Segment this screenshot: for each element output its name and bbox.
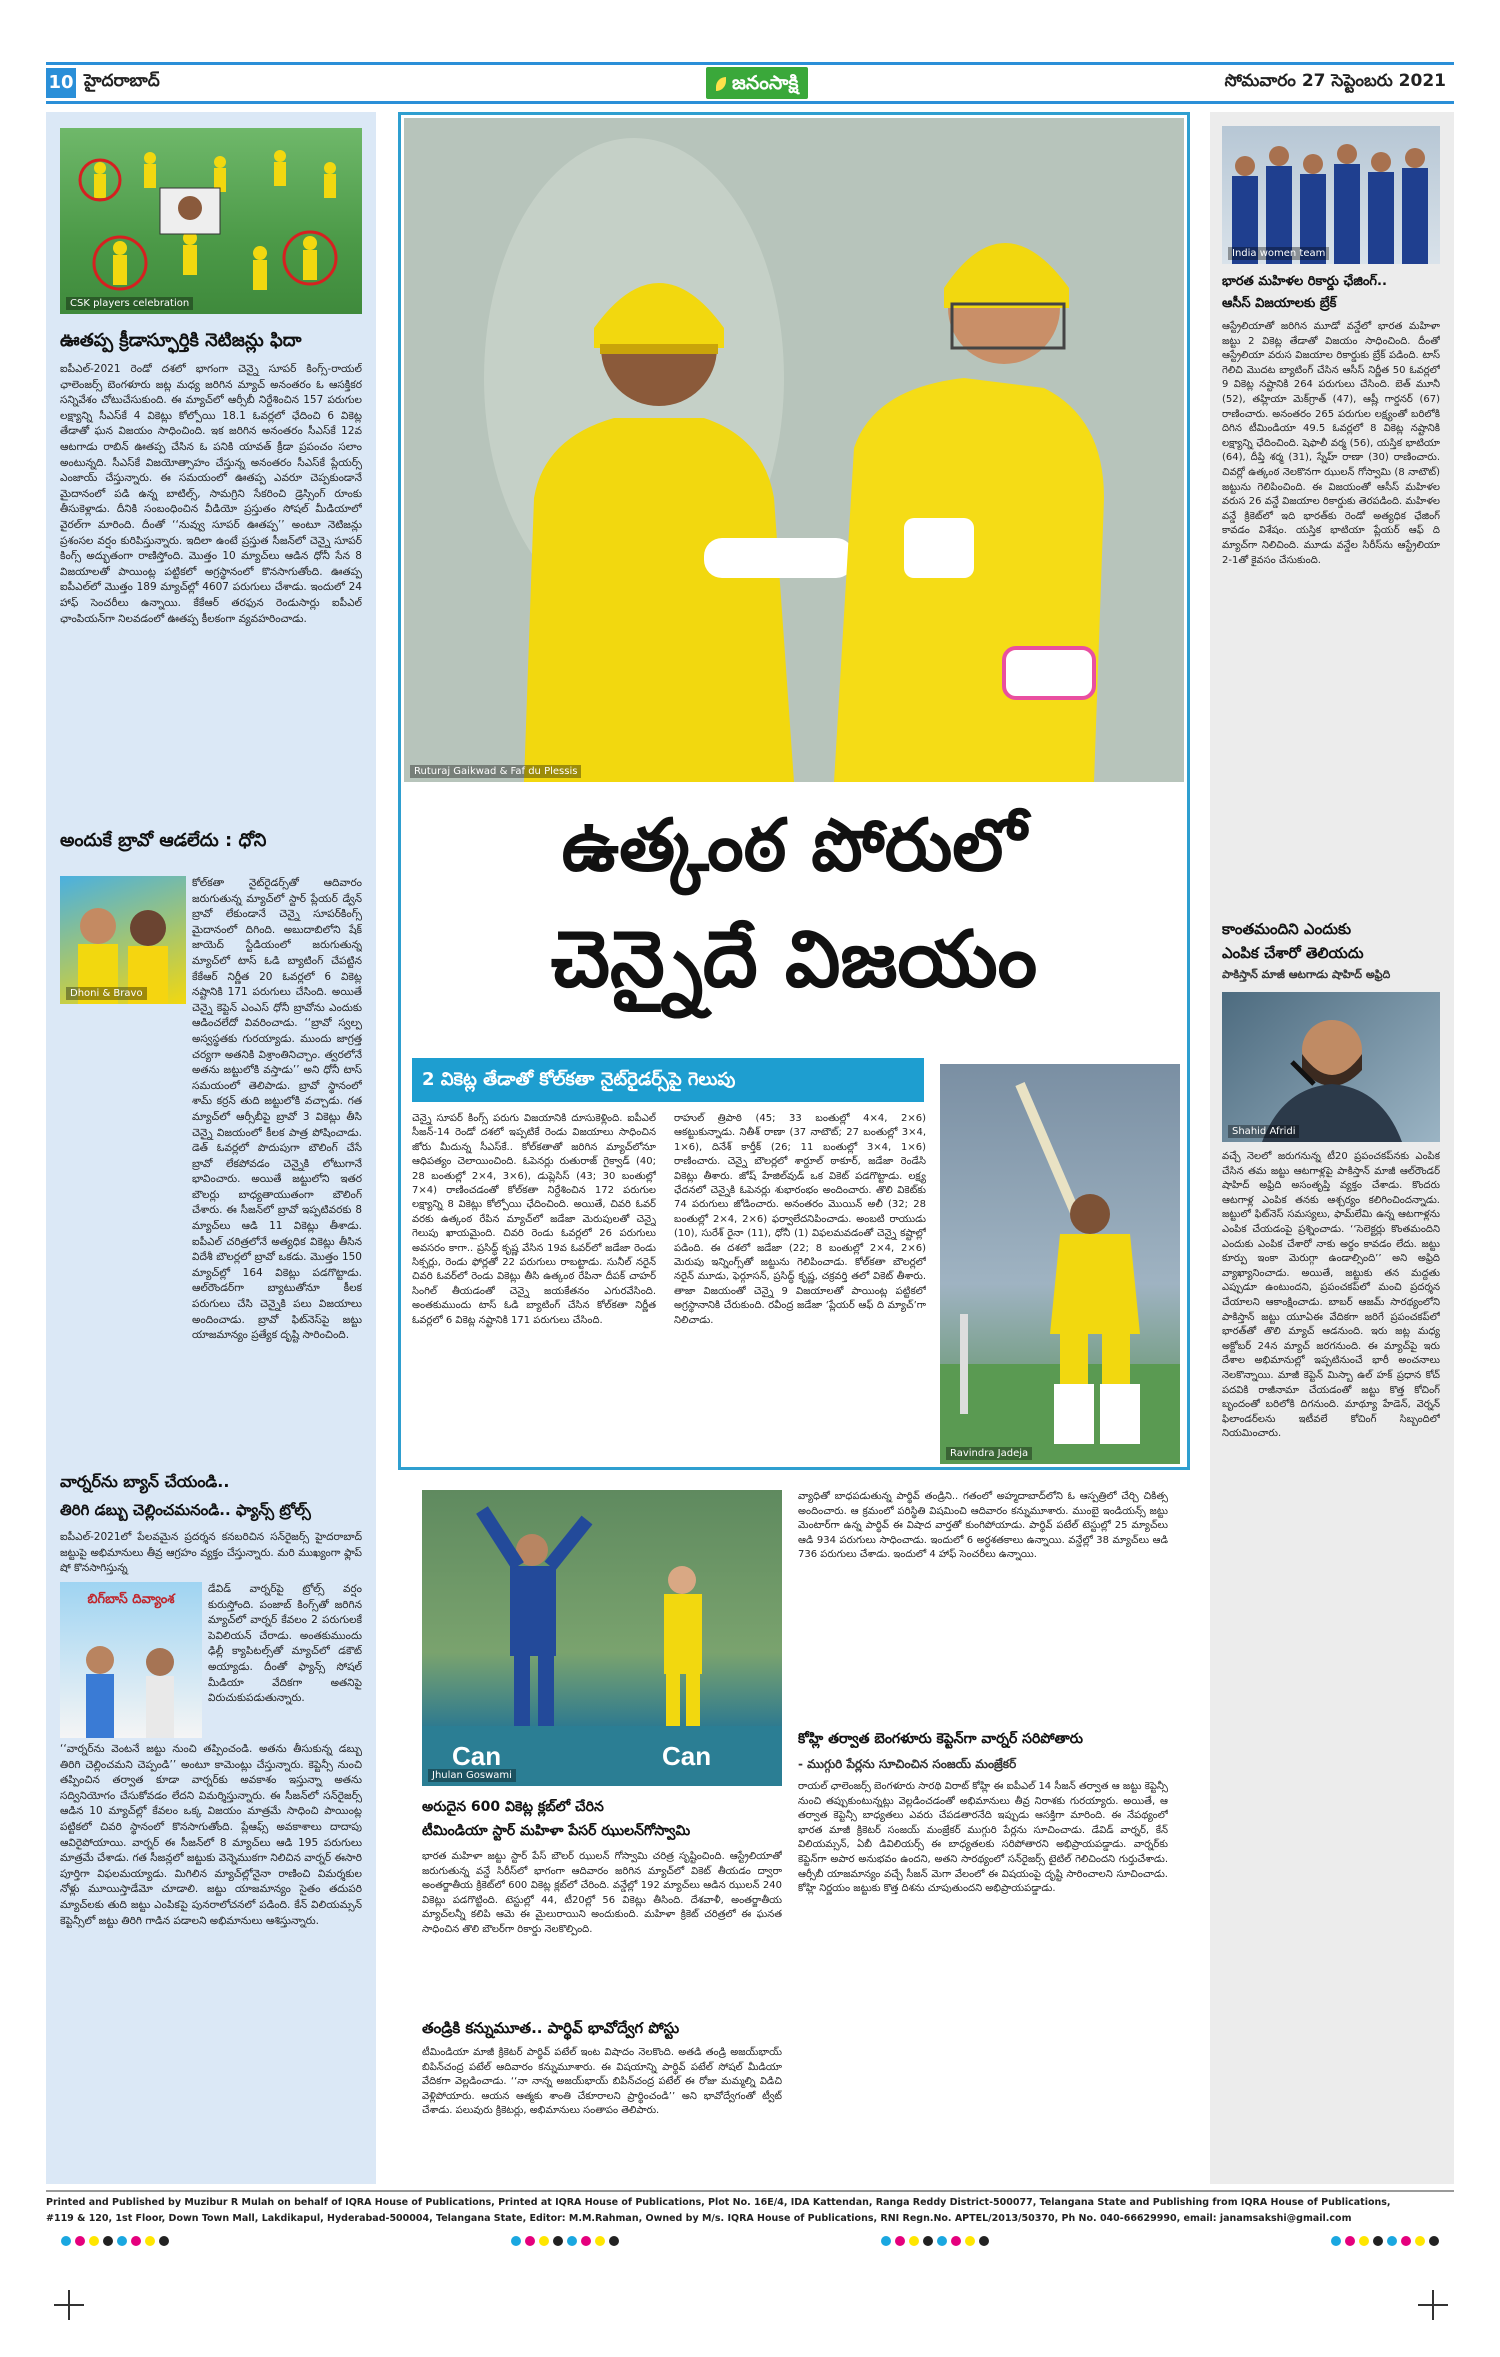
imprint-line-1: Printed and Published by Muzibur R Mulah on behalf of IQRA House of Publications, Printed at IQRA House of Publications, Plot No. 16E/4, IDA Kattendan, Ranga Reddy District-500077, Telangana State and Publishing from IQRA House of Publications,	[46, 2197, 1391, 2208]
team-figures	[1222, 126, 1440, 264]
photo-caption: Shahid Afridi	[1228, 1125, 1299, 1138]
jhulan-headline-1: అరుదైన 600 వికెట్ల క్లబ్‌లో చేరిన	[422, 1799, 604, 1815]
bravo-body: కోల్‌కతా నైట్‌రైడర్స్‌తో ఆదివారం జరుగుతున్న మ్యాచ్‌లో స్టార్‌ ప్లేయర్‌ డ్వేన్‌ బ్రావో లేకుండానే చెన్నై సూపర్‌కింగ్స్‌ మైదానంలో దిగింది. అబుదాబిలోని షేక్‌ జాయెద్‌ స్టేడియంలో జరుగుతున్న మ్యాచ్‌లో టాస్‌ ఓడి బ్యాటింగ్‌ చేపట్టిన కేకేఆర్‌ నిర్ణీత 20 ఓవర్లలో 6 వికెట్ల నష్టానికి 171 పరుగులు చేసింది. అయితే చెన్నై కెప్టెన్‌ ఎంఎస్‌ ధోనీ బ్రావోను ఎందుకు ఆడించలేదో వివరించాడు. ‘‘బ్రావో స్వల్ప అస్వస్థతకు గురయ్యాడు. ముందు జాగ్రత్త చర్యగా అతనికి విశ్రాంతినిచ్చాం. త్వరలోనే అతను జట్టులోకి వస్తాడు’’ అని ధోనీ టాస్‌ సమయంలో తెలిపాడు. బ్రావో స్థానంలో శామ్‌ కర్రన్‌ తుది జట్టులోకి వచ్చాడు. గత మ్యాచ్‌లో ఆర్సీబీపై బ్రావో 3 వికెట్లు తీసి చెన్నై విజయంలో కీలక పాత్ర పోషించాడు. డెత్‌ ఓవర్లలో పొదుపుగా బౌలింగ్‌ చేసే బ్రావో లేకపోవడం చెన్నైకి లోటుగానే భావించారు. అయితే జట్టులోని ఇతర బౌలర్లు బాధ్యతాయుతంగా బౌలింగ్‌ చేశారు. ఈ సీజన్‌లో బ్రావో ఇప్పటివరకు 8 మ్యాచ్‌లు ఆడి 11 వికెట్లు తీశాడు. ఐపీఎల్‌ చరిత్రలోనే అత్యధిక వికెట్లు తీసిన విదేశీ బౌలర్లలో బ్రావో ఒకడు. మొత్తం 150 మ్యాచ్‌ల్లో 164 వికెట్లు పడగొట్టాడు. ఆల్‌రౌండర్‌గా బ్యాటుతోనూ కీలక పరుగులు చేసి చెన్నైకి పలు విజయాలు అందించాడు. బ్రావో ఫిట్‌నెస్‌పై జట్టు యాజమాన్యం ప్రత్యేక దృష్టి సారించింది.	[192, 877, 362, 1342]
women-record-headline-2: ఆసీస్‌ విజయాలకు బ్రేక్‌	[1222, 296, 1337, 311]
subheadline-bar	[412, 1058, 924, 1102]
jhulan-body: భారత మహిళా జట్టు స్టార్‌ పేస్‌ బౌలర్‌ ఝులన్‌ గోస్వామి చరిత్ర సృష్టించింది. ఆస్ట్రేలియాతో జరుగుతున్న వన్డే సిరీస్‌లో భాగంగా ఆదివారం జరిగిన మ్యాచ్‌లో వికెట్‌ తీయడం ద్వారా అంతర్జాతీయ క్రికెట్‌లో 600 వికెట్ల క్లబ్‌లో చేరింది. వన్డేల్లో 192 మ్యాచ్‌లు ఆడిన ఝులన్‌ 240 వికెట్లు పడగొట్టింది. టెస్టుల్లో 44, టీ20ల్లో 56 వికెట్లు తీసింది. దేశవాళీ, అంతర్జాతీయ మ్యాచ్‌లన్నీ కలిపి ఆమె ఈ మైలురాయిని అందుకుంది. మహిళా క్రికెట్‌ చరిత్రలో ఈ ఘనత సాధించిన తొలి బౌలర్‌గా రికార్డు నెలకొల్పింది.	[422, 1851, 782, 1935]
women-record-headline-1: భారత మహిళల రికార్డు ఛేజింగ్‌..	[1222, 274, 1387, 289]
warner-body-bottom: ‘‘వార్నర్‌ను వెంటనే జట్టు నుంచి తప్పించండి. అతను తీసుకున్న డబ్బు తిరిగి చెల్లించమని చెప్పండి’’ అంటూ కామెంట్లు చేస్తున్నారు. కెప్టెన్సీ నుంచి తప్పించిన తర్వాత కూడా వార్నర్‌కు అవకాశం ఇస్తున్నా అతను సద్వినియోగం చేసుకోవడం లేదని విమర్శిస్తున్నారు. ఈ సీజన్‌లో సన్‌రైజర్స్‌ ఆడిన 10 మ్యాచ్‌ల్లో కేవలం ఒక్క విజయం మాత్రమే సాధించి పాయింట్ల పట్టికలో చివరి స్థానంలో కొనసాగుతోంది. ప్లేఆఫ్స్‌ అవకాశాలు దాదాపు ఆవిరైపోయాయి. వార్నర్‌ ఈ సీజన్‌లో 8 మ్యాచ్‌లు ఆడి 195 పరుగులు మాత్రమే చేశాడు. గత సీజన్లలో జట్టుకు వెన్నెముకగా నిలిచిన వార్నర్‌ ఈసారి పూర్తిగా విఫలమయ్యాడు. మిగిలిన మ్యాచ్‌ల్లోనైనా రాణించి విమర్శకుల నోళ్లు మూయిస్తాడేమో చూడాలి. జట్టు యాజమాన్యం సైతం తదుపరి మ్యాచ్‌లకు తుది జట్టు ఎంపికపై పునరాలోచనలో పడింది. కేన్‌ విలియమ్సన్‌ కెప్టెన్సీలో జట్టు తిరిగి గాడిన పడాలని అభిమానులు ఆశిస్తున్నారు.	[60, 1743, 362, 1927]
hero-photo	[404, 118, 1184, 782]
parthiv-headline: తండ్రికి కన్నుమూత.. పార్థివ్‌ భావోద్వేగ పోస్టు	[422, 2019, 680, 2037]
photo-caption: Jhulan Goswami	[428, 1769, 516, 1782]
photo-caption: India women team	[1228, 247, 1329, 260]
kohli-byline: - ముగ్గురి పేర్లను సూచించిన సంజయ్‌ మంజ్రేకర్‌	[798, 1757, 1017, 1771]
crop-mark-right	[1418, 2290, 1448, 2320]
warner-body-top: ఐపీఎల్‌-2021లో పేలవమైన ప్రదర్శన కనబరిచిన సన్‌రైజర్స్‌ హైదరాబాద్‌ జట్టుపై అభిమానులు తీవ్ర ఆగ్రహం వ్యక్తం చేస్తున్నారు. మరి ముఖ్యంగా ఫ్లాప్‌ షో కొనసాగిస్తున్న	[60, 1531, 362, 1575]
photo-caption: Ruturaj Gaikwad & Faf du Plessis	[410, 765, 581, 778]
masthead-logo	[706, 67, 808, 99]
afridi-figure	[1222, 992, 1440, 1142]
uthappa-headline: ఊతప్ప క్రీడాస్ఫూర్తికి నెటిజన్లు ఫిదా	[60, 330, 302, 351]
photo-caption: Ravindra Jadeja	[946, 1447, 1032, 1460]
color-dots	[46, 2235, 1454, 2247]
parthiv-body-continued: వ్యాధితో బాధపడుతున్న పార్థివ్‌ తండ్రిని.. గతంలో అహ్మదాబాద్‌లోని ఓ ఆస్పత్రిలో చేర్చి చికిత్స అందించారు. ఆ క్రమంలో పరిస్థితి విషమించి ఆదివారం కన్నుమూశారు. ముంబై ఇండియన్స్‌ జట్టు మెంటార్‌గా ఉన్న పార్థివ్‌ ఈ విషాద వార్తతో కుంగిపోయాడు. పార్థివ్‌ పటేల్‌ టెస్టుల్లో 25 మ్యాచ్‌లు ఆడి 934 పరుగులు సాధించాడు. ఇందులో 6 అర్ధశతకాలు ఉన్నాయి. వన్డేల్లో 38 మ్యాచ్‌లు ఆడి 736 పరుగులు చేశాడు. ఇందులో 4 హాఫ్‌ సెంచరీలు ఉన్నాయి.	[798, 1491, 1168, 1561]
warner-headline-1: వార్నర్‌ను బ్యాన్‌ చేయండి..	[60, 1472, 230, 1491]
match-body-col2: రాహుల్‌ త్రిపాఠి (45; 33 బంతుల్లో 4×4, 2×6) ఆకట్టుకున్నాడు. నితీశ్‌ రాణా (37 నాటౌట్‌; 27 బంతుల్లో 3×4, 1×6), దినేశ్‌ కార్తీక్‌ (26; 11 బంతుల్లో 3×4, 1×6) రాణించారు. చెన్నై బౌలర్లలో శార్దూల్‌ ఠాకూర్‌, జడేజా రెండేసి వికెట్లు తీశారు. జోష్‌ హేజిల్‌వుడ్‌ ఒక వికెట్‌ పడగొట్టాడు. లక్ష్య ఛేదనలో చెన్నైకి ఓపెనర్లు శుభారంభం అందించారు. తొలి వికెట్‌కు 74 పరుగులు జోడించారు. అనంతరం మొయిన్‌ అలీ (32; 28 బంతుల్లో 2×4, 2×6) ఫర్వాలేదనిపించాడు. అంబటి రాయుడు (10), సురేశ్‌ రైనా (11), ధోనీ (1) విఫలమవడంతో చెన్నై కష్టాల్లో పడింది. ఈ దశలో జడేజా (22; 8 బంతుల్లో 2×4, 2×6) మెరుపు ఇన్నింగ్స్‌తో జట్టును గెలిపించాడు. కోల్‌కతా బౌలర్లలో నరైన్‌ మూడు, ఫెర్గూసన్‌, ప్రసిద్ధ్‌ కృష్ణ, చక్రవర్తి తలో వికెట్‌ తీశారు. తాజా విజయంతో చెన్నై 9 విజయాలతో పాయింట్ల పట్టికలో అగ్రస్థానానికి చేరుకుంది. రవీంద్ర జడేజా ‘ప్లేయర్‌ ఆఫ్‌ ది మ్యాచ్‌’గా నిలిచాడు.	[674, 1113, 926, 1326]
page-number: 10	[46, 68, 76, 98]
edition-label: హైదరాబాద్	[84, 71, 160, 91]
jadeja-photo	[940, 1064, 1180, 1464]
footer-rule	[46, 2190, 1454, 2192]
afridi-headline-2: ఎంపిక చేశారో తెలియదు	[1222, 944, 1364, 962]
warner-headline-2: తిరిగి డబ్బు చెల్లించమనండి.. ఫ్యాన్స్‌ ట్రోల్స్‌	[60, 1501, 311, 1519]
india-women-photo	[1222, 126, 1440, 264]
batsmen-figures	[404, 118, 1184, 782]
imprint-line-2: #119 & 120, 1st Floor, Down Town Mall, Lakdikapul, Hyderabad-500004, Telangana State, Editor: M.M.Rahman, Owned by M/s. IQRA House of Publications, RNI Regn.No. APTEL/2013/50370, Ph No. 040-66629990, email: janamsakshi@gmail.com	[46, 2213, 1352, 2224]
kohli-headline: కోహ్లి తర్వాత బెంగళూరు కెప్టెన్‌గా వార్నర్‌ సరిపోతారు	[798, 1731, 1083, 1747]
color-registration-bar	[46, 2232, 1454, 2244]
warner-body-side: డేవిడ్‌ వార్నర్‌పై ట్రోల్స్‌ వర్షం కురుస్తోంది. పంజాబ్‌ కింగ్స్‌తో జరిగిన మ్యాచ్‌లో వార్నర్‌ కేవలం 2 పరుగులకే పెవిలియన్‌ చేరాడు. అంతకుముందు ఢిల్లీ క్యాపిటల్స్‌తో మ్యాచ్‌లో డకౌట్‌ అయ్యాడు. దీంతో ఫ్యాన్స్‌ సోషల్‌ మీడియా వేదికగా అతనిపై విరుచుకుపడుతున్నారు.	[208, 1583, 362, 1705]
uthappa-body: ఐపీఎల్‌-2021 రెండో దశలో భాగంగా చెన్నై సూపర్‌ కింగ్స్‌-రాయల్‌ ఛాలెంజర్స్‌ బెంగళూరు జట్ల మధ్య జరిగిన మ్యాచ్‌ అనంతరం ఓ ఆసక్తికర సన్నివేశం చోటుచేసుకుంది. ఈ మ్యాచ్‌లో ఆర్సీబీ నిర్దేశించిన 157 పరుగుల లక్ష్యాన్ని సీఎస్‌కే 4 వికెట్లు కోల్పోయి 18.1 ఓవర్లలో ఛేదించి 6 వికెట్ల తేడాతో ఘన విజయం సాధించింది. ఇక జరిగిన అనంతరం సీఎస్‌కే 12వ ఆటగాడు రాబిన్‌ ఊతప్ప చేసిన ఓ పనికి యావత్‌ క్రీడా ప్రపంచం సలాం అంటున్నది. సీఎస్‌కే విజయోత్సాహం చేస్తున్న అనంతరం సీఎస్‌కే ప్లేయర్స్‌ ఎంజాయ్‌ చేస్తున్నారు. ఈ సమయంలో ఊతప్ప ఎవరూ చెప్పకుండానే మైదానంలో పడి ఉన్న బాటిల్స్‌, సామగ్రిని సేకరించి డ్రెస్సింగ్‌ రూంకు తీసుకెళ్లాడు. దీనికి సంబంధించిన వీడియో ప్రస్తుతం సోషల్‌ మీడియాలో వైరల్‌గా మారింది. దీంతో ‘‘నువ్వు సూపర్‌ ఊతప్ప’’ అంటూ నెటిజన్లు ప్రశంసల వర్షం కురిపిస్తున్నారు. ఇదిలా ఉంటే ప్రస్తుత సీజన్‌లో చెన్నై సూపర్‌ కింగ్స్‌ అద్భుతంగా రాణిస్తోంది. మొత్తం 10 మ్యాచ్‌లు ఆడిన ధోనీ సేన 8 విజయాలతో పాయింట్ల పట్టికలో అగ్రస్థానంలో కొనసాగుతోంది. ఊతప్ప ఐపీఎల్‌లో మొత్తం 189 మ్యాచ్‌ల్లో 4607 పరుగులు చేశాడు. ఇందులో 24 హాఫ్‌ సెంచరీలు ఉన్నాయి. కేకేఆర్‌ తరఫున రెండుసార్లు ఐపీఎల్‌ ఛాంపియన్‌గా నిలవడంలో ఊతప్ప కీలకంగా వ్యవహరించాడు.	[60, 363, 362, 625]
crop-mark-left	[54, 2290, 84, 2320]
leaf-icon	[716, 77, 726, 91]
poster-title: బిగ్‌బాస్‌ దివ్యాంశ	[87, 1592, 175, 1607]
csk-celebration-photo	[60, 128, 362, 314]
jadeja-figure	[940, 1064, 1180, 1464]
afridi-byline: పాకిస్తాన్‌ మాజీ ఆటగాడు షాహిద్‌ అఫ్రిది	[1222, 968, 1391, 981]
issue-date: సోమవారం 27 సెప్టెంబరు 2021	[1224, 71, 1446, 91]
match-body-col1: చెన్నై సూపర్‌ కింగ్స్‌ పరుగు విజయానికి దూసుకెళ్లింది. ఐపీఎల్‌ సీజన్‌-14 రెండో దశలో ఇప్పటికే రెండు విజయాలు సాధించిన జోరు మీదున్న సీఎస్‌కే.. కోల్‌కతాతో జరిగిన మ్యాచ్‌లోనూ ఆధిపత్యం చెలాయించింది. ఓపెనర్లు రుతురాజ్‌ గైక్వాడ్‌ (40; 28 బంతుల్లో 2×4, 3×6), డుప్లెసిస్‌ (43; 30 బంతుల్లో 7×4) రాణించడంతో కోల్‌కతా నిర్దేశించిన 172 పరుగుల లక్ష్యాన్ని 8 వికెట్లు కోల్పోయి ఛేదించింది. అయితే, చివరి ఓవర్‌ వరకు ఉత్కంఠ రేపిన మ్యాచ్‌లో జడేజా మెరుపులతో చెన్నై గెలుపు ఖాయమైంది. చివరి రెండు ఓవర్లలో 26 పరుగులు అవసరం కాగా.. ప్రసిద్ధ్‌ కృష్ణ వేసిన 19వ ఓవర్‌లో జడేజా రెండు సిక్సర్లు, రెండు ఫోర్లతో 22 పరుగులు రాబట్టాడు. సునీల్‌ నరైన్‌ చివరి ఓవర్‌లో రెండు వికెట్లు తీసి ఉత్కంఠ రేపినా దీపక్‌ చాహర్‌ సింగిల్‌ తీయడంతో చెన్నై జయకేతనం ఎగురవేసింది. అంతకుముందు టాస్‌ ఓడి బ్యాటింగ్‌ చేసిన కోల్‌కతా నిర్ణీత ఓవర్లలో 6 వికెట్ల నష్టానికి 171 పరుగులు చేసింది.	[412, 1113, 656, 1326]
afridi-body: వచ్చే నెలలో జరుగనున్న టీ20 ప్రపంచకప్‌నకు ఎంపిక చేసిన తమ జట్టు ఆటగాళ్లపై పాకిస్తాన్‌ మాజీ ఆల్‌రౌండర్‌ షాహిద్‌ అఫ్రిది అసంతృప్తి వ్యక్తం చేశాడు. కొందరు ఆటగాళ్ల ఎంపిక తనకు ఆశ్చర్యం కలిగించిందన్నాడు. జట్టులో ఫిట్‌నెస్‌ సమస్యలు, ఫామ్‌లేమి ఉన్న ఆటగాళ్లను ఎంపిక చేయడంపై ప్రశ్నించాడు. ‘‘సెలెక్టర్లు కొంతమందిని ఎందుకు ఎంపిక చేశారో నాకు అర్థం కావడం లేదు. జట్టు కూర్పు ఇంకా మెరుగ్గా ఉండాల్సింది’’ అని అఫ్రిది వ్యాఖ్యానించాడు. అయితే, జట్టుకు తన మద్దతు ఎప్పుడూ ఉంటుందని, ప్రపంచకప్‌లో మంచి ప్రదర్శన చేయాలని ఆకాంక్షించాడు. బాబర్‌ ఆజమ్‌ సారథ్యంలోని పాకిస్తాన్‌ జట్టు యూఏఈ వేదికగా జరిగే ప్రపంచకప్‌లో భారత్‌తో తొలి మ్యాచ్‌ ఆడనుంది. ఇరు జట్ల మధ్య అక్టోబర్‌ 24న మ్యాచ్‌ జరగనుంది. ఈ మ్యాచ్‌పై ఇరు దేశాల అభిమానుల్లో ఇప్పటినుంచే భారీ అంచనాలు నెలకొన్నాయి. మాజీ కెప్టెన్‌ మిస్బా ఉల్‌ హక్‌ ప్రధాన కోచ్‌ పదవికి రాజీనామా చేయడంతో జట్టు కొత్త కోచింగ్‌ బృందంతో బరిలోకి దిగనుంది. మాథ్యూ హేడెన్‌, వెర్నన్‌ ఫిలాండర్‌లను ఇటీవలే కోచింగ్‌ సిబ్బందిలో నియమించారు.	[1222, 1151, 1440, 1440]
jhulan-headline-2: టీమిండియా స్టార్‌ మహిళా పేసర్‌ ఝులన్‌గోస్వామి	[422, 1823, 691, 1839]
header-bar	[46, 62, 1454, 104]
bravo-headline: అందుకే బ్రావో ఆడలేదు : ధోని	[60, 830, 267, 851]
afridi-headline-1: కాంతమందిని ఎందుకు	[1222, 920, 1352, 938]
subheadline-text: 2 వికెట్ల తేడాతో కోల్‌కతా నైట్‌రైడర్స్‌పై గెలుపు	[422, 1069, 736, 1090]
masthead-text: జనంసాక్షి	[732, 72, 799, 94]
main-headline-2: చెన్నైదే విజయం	[550, 915, 1038, 1005]
parthiv-body: టీమిండియా మాజీ క్రికెటర్‌ పార్థివ్‌ పటేల్‌ ఇంట విషాదం నెలకొంది. అతడి తండ్రి అజయ్‌భాయ్‌ బిపిన్‌చంద్ర పటేల్‌ ఆదివారం కన్నుమూశారు. ఈ విషయాన్ని పార్థివ్‌ పటేల్‌ సోషల్‌ మీడియా వేదికగా వెల్లడించాడు. ‘‘నా నాన్న అజయ్‌భాయ్‌ బిపిన్‌చంద్ర పటేల్‌ ఈ రోజు మమ్మల్ని విడిచి వెళ్లిపోయారు. ఆయన ఆత్మకు శాంతి చేకూరాలని ప్రార్థించండి’’ అని భావోద్వేగంతో ట్వీట్‌ చేశాడు. పలువురు క్రికెటర్లు, అభిమానులు సంతాపం తెలిపారు.	[422, 2047, 782, 2117]
kohli-body: రాయల్‌ ఛాలెంజర్స్‌ బెంగళూరు సారథి విరాట్‌ కోహ్లి ఈ ఐపీఎల్‌ 14 సీజన్‌ తర్వాత ఆ జట్టు కెప్టెన్సీ నుంచి తప్పుకుంటున్నట్లు వెల్లడించడంతో అభిమానులు తీవ్ర నిరాశకు గురయ్యారు. అయితే, ఆ తర్వాత కెప్టెన్సీ బాధ్యతలు ఎవరు చేపడతారనేది ఇప్పుడు ఆసక్తిగా మారింది. ఈ నేపథ్యంలో భారత మాజీ క్రికెటర్‌ సంజయ్‌ మంజ్రేకర్‌ ముగ్గురి పేర్లను సూచించాడు. డేవిడ్‌ వార్నర్‌, కేన్‌ విలియమ్సన్‌, ఏబీ డివిలియర్స్‌ ఈ బాధ్యతలకు సరిపోతారని అభిప్రాయపడ్డాడు. వార్నర్‌కు కెప్టెన్‌గా అపార అనుభవం ఉందని, అతని సారథ్యంలో సన్‌రైజర్స్‌ టైటిల్‌ గెలిచిందని గుర్తుచేశాడు. ఆర్సీబీ యాజమాన్యం వచ్చే సీజన్‌ మెగా వేలంలో ఈ విషయంపై దృష్టి సారించాలని సూచించాడు. కోహ్లి నిర్ణయం జట్టుకు కొత్త దిశను చూపుతుందని అభిప్రాయపడ్డాడు.	[798, 1781, 1168, 1895]
women-record-body: ఆస్ట్రేలియాతో జరిగిన మూడో వన్డేలో భారత మహిళా జట్టు 2 వికెట్ల తేడాతో విజయం సాధించింది. దీంతో ఆస్ట్రేలియా వరుస విజయాల రికార్డుకు బ్రేక్‌ పడింది. టాస్‌ గెలిచి మొదట బ్యాటింగ్‌ చేసిన ఆసీస్‌ నిర్ణీత 50 ఓవర్లలో 9 వికెట్ల నష్టానికి 264 పరుగులు చేసింది. బెత్‌ మూనీ (52), తహ్లియా మెక్‌గ్రాత్‌ (47), ఆష్లీ గార్డనర్‌ (67) రాణించారు. అనంతరం 265 పరుగుల లక్ష్యంతో బరిలోకి దిగిన టీమిండియా 49.5 ఓవర్లలో 8 వికెట్ల నష్టానికి లక్ష్యాన్ని ఛేదించింది. షెఫాలీ వర్మ (56), యస్తిక భాటియా (64), దీప్తి శర్మ (31), స్నేహ్‌ రాణా (30) రాణించారు. చివర్లో ఉత్కంఠ నెలకొనగా ఝులన్‌ గోస్వామి (8 నాటౌట్‌) జట్టును గెలిపించింది. ఈ విజయంతో ఆసీస్‌ మహిళల వరుస 26 వన్డే విజయాల రికార్డుకు తెరపడింది. మహిళల వన్డే క్రికెట్‌లో ఇది భారత్‌కు రెండో అత్యధిక ఛేజింగ్‌ కావడం విశేషం. యస్తిక భాటియా ప్లేయర్‌ ఆఫ్‌ ది మ్యాచ్‌గా నిలిచింది. మూడు వన్డేల సిరీస్‌ను ఆస్ట్రేలియా 2-1తో కైవసం చేసుకుంది.	[1222, 321, 1440, 566]
players-figures	[60, 128, 362, 314]
photo-caption: CSK players celebration	[66, 297, 193, 310]
afridi-photo	[1222, 992, 1440, 1142]
photo-caption: Dhoni & Bravo	[66, 987, 147, 1000]
jhulan-figures	[422, 1490, 782, 1786]
svg-text:Can: Can	[452, 1741, 502, 1771]
jhulan-photo	[422, 1490, 782, 1786]
svg-text:Can: Can	[662, 1741, 712, 1771]
movie-poster-photo	[60, 1582, 202, 1738]
main-headline-1: ఉత్కంఠ పోరులో	[561, 803, 1027, 887]
